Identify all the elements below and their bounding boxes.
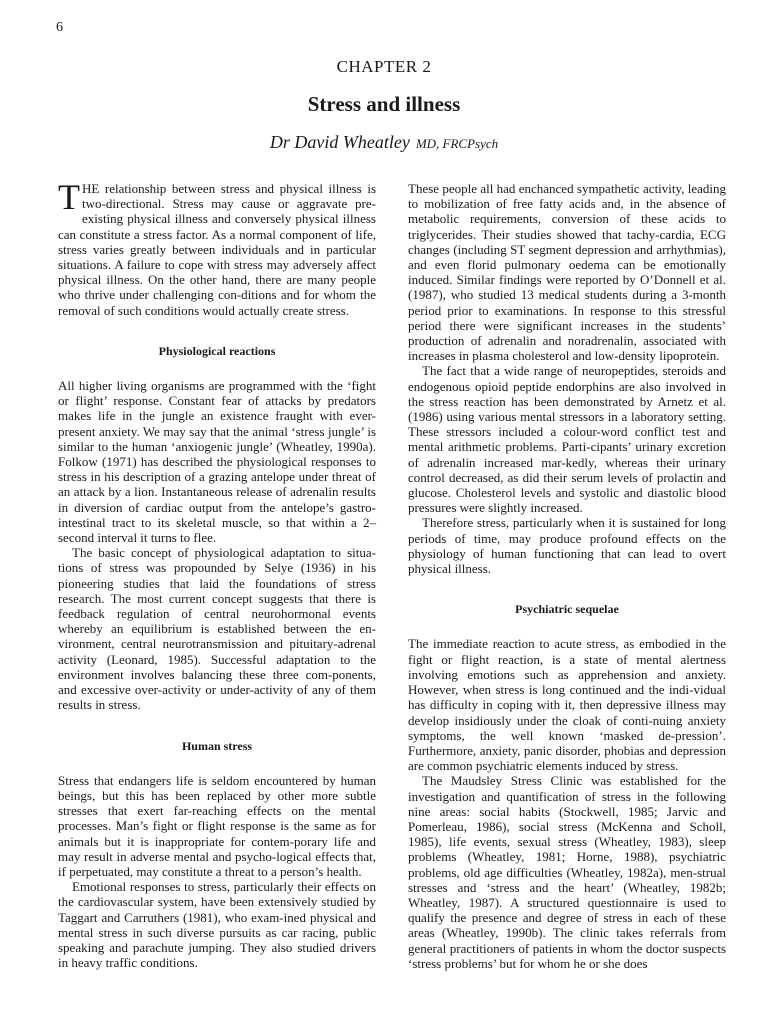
body-paragraph: The fact that a wide range of neuropeptides, steroids and endogenous opioid peptide endorphins are also involved in the stress reaction has been demonstrated by Arnetz et al. (1986) using various mental stressors in a laboratory setting. These stressors included a colour-word conflict test and mental arithmetic problems. Parti-cipants’ urinary excretion of adrenalin increased mar-kedly, whereas their urinary control decreased, as did their serum levels of prolactin and glucose. Cholesterol levels and systolic and diastolic blood pressures were slightly increased.	[408, 363, 726, 516]
section-heading-psychiatric: Psychiatric sequelae	[515, 602, 619, 617]
drop-cap: T	[58, 177, 80, 217]
author-credentials: MD, FRCPsych	[415, 136, 499, 151]
body-paragraph: The immediate reaction to acute stress, as embodied in the fight or flight reaction, is a state of mental alertness involving emotions such as apprehension and anxiety. However, when stress is long continued and the indi-vidual has difficulty in coping with it, then depressive illness may develop insidiously under the cloak of conti-nuing anxiety symptoms, the well known ‘masked de-pression’. Furthermore, anxiety, panic disorder, phobias and depression are common psychiatric elements induced by stress.	[408, 636, 726, 774]
left-column	[58, 177, 376, 971]
chapter-label: CHAPTER 2	[336, 57, 432, 76]
section-heading-human-stress: Human stress	[181, 738, 253, 753]
body-paragraph: Emotional responses to stress, particularly their effects on the cardiovascular system, have been extensively studied by Taggart and Carruthers (1981), who exam-ined physical and mental stress in such diverse pursuits as car racing, public speaking and parachute jumping. They also studied drivers in heavy traffic conditions.	[58, 879, 376, 971]
body-paragraph: The Maudsley Stress Clinic was established for the investigation and quantification of stress in the following nine areas: social habits (Stockwell, 1985; Jarvic and Pomerleau, 1986), social stress (McKenna and Scholl, 1985), life events, sexual stress (Wheatley, 1983), sleep problems (Wheatley, 1981; Horne, 1988), psychiatric problems, old age difficulties (Wheatley, 1982a), men-strual stresses and ‘stress and the heart’ (Wheatley, 1982b; Wheatley, 1987). A structured questionnaire is used to qualify the presence and degree of stress in each of these areas (Wheatley, 1990b). The clinic takes referrals from general practitioners of patients in whom the doctor suspects ‘stress problems’ but for whom he or she does	[408, 773, 726, 971]
chapter-title: Stress and illness	[307, 92, 461, 116]
author-line	[0, 133, 768, 153]
body-paragraph: Therefore stress, particularly when it is sustained for long periods of time, may produce profound effects on the physiology of human functioning that can lead to overt physical illness.	[408, 515, 726, 577]
section-heading-physiological: Physiological reactions	[158, 343, 276, 358]
body-paragraph: The basic concept of physiological adaptation to situa-tions of stress was propounded by Selye (1936) in his pioneering studies that laid the foundations of stress research. The most current concept suggests that there is feedback regulation of central neurohormonal events whereby an equilibrium is established between the en-vironment, central neurotransmission and pituitary-adrenal activity (Leonard, 1985). Successful adaptation to the environment involves balancing these three com-ponents, and excessive over-activity or under-activity of any of them results in stress.	[58, 545, 376, 713]
right-column	[408, 181, 726, 971]
body-paragraph: All higher living organisms are programmed with the ‘fight or flight’ response. Constant fear of attacks by predators makes life in the jungle an existence fraught with ever-present anxiety. We may say that the animal ‘stress jungle’ is similar to the human ‘anxiogenic jungle’ (Wheatley, 1990a). Folkow (1971) has described the physiological responses to stress in his description of a grazing antelope under threat of an attack by a lion. Instantaneous release of adrenalin results in diversion of cardiac output from the antelope’s gastro-intestinal tract to its skeletal muscle, so that within a 2–second interval it turns to flee.	[58, 378, 376, 546]
intro-paragraph	[58, 177, 376, 318]
intro-text: HE relationship between stress and physical illness is two-directional. Stress may cause or aggravate pre-existing physical illness and conversely physical illness can constitute a stress factor. As a normal component of life, stress varies greatly between individuals and in particular situations. A failure to cope with stress may adversely affect physical illness. On the other hand, there are many people who thrive under challenging con-ditions and for whom the removal of such conditions would actually create stress.	[58, 181, 376, 318]
body-paragraph: Stress that endangers life is seldom encountered by human beings, but this has been replaced by other more subtle stresses that exert far-reaching effects on the mental processes. Man’s fight or flight response is the same as for animals but it is inappropriate for contem-porary life and may result in adverse mental and psycho-logical effects that, if perpetuated, may constitute a threat to a person’s health.	[58, 772, 376, 879]
page-number: 6	[56, 20, 63, 35]
author-name: Dr David Wheatley	[269, 132, 410, 152]
body-paragraph: These people all had enchanced sympathetic activity, leading to mobilization of free fatty acids and, in the absence of metabolic requirements, conversion of these acids to triglycerides. Their studies showed that tachy-cardia, ECG changes (including ST segment depression and arrhythmias), and even florid pulmonary oedema can be emotionally induced. Similar findings were reported by O’Donnell et al. (1987), who studied 13 medical students during a 3-month period prior to examinations. In response to this stressful period there were significant increases in the students’ production of adrenalin and noradrenalin, associated with increases in plasma cholesterol and low-density lipoprotein.	[408, 181, 726, 364]
